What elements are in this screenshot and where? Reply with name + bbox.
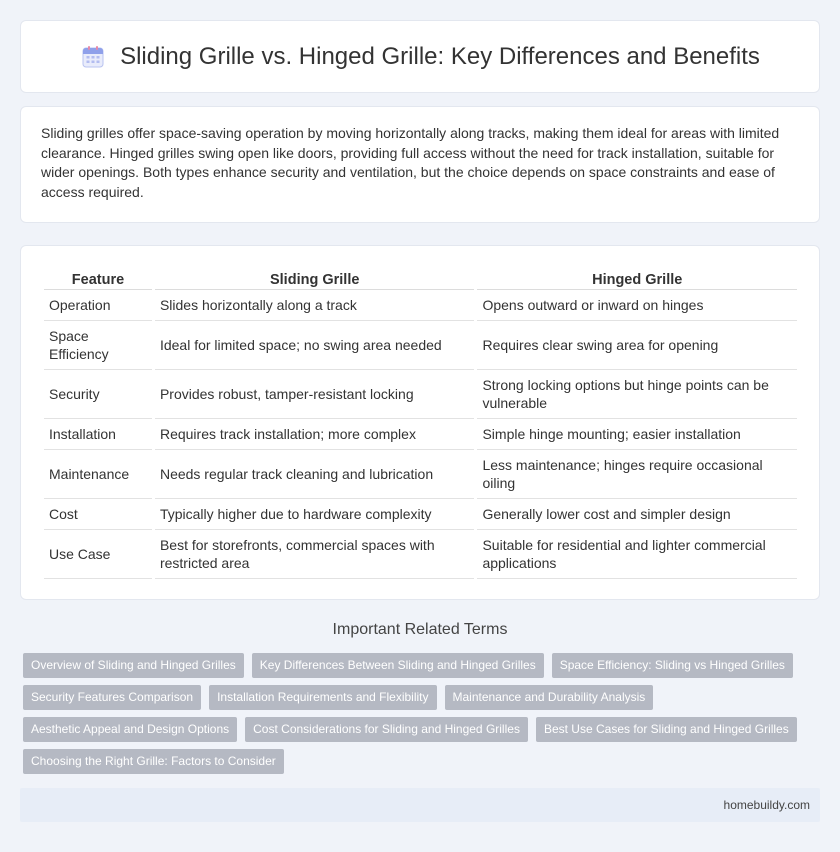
related-term-tag[interactable]: Key Differences Between Sliding and Hinged Grilles (252, 653, 544, 678)
row-hinged-value: Less maintenance; hinges require occasional oiling (477, 450, 797, 499)
related-terms-title: Important Related Terms (332, 621, 508, 638)
footer-site-link[interactable]: homebuildy.com (723, 798, 810, 812)
table-row (44, 419, 797, 450)
table-row (44, 370, 797, 419)
header-sliding-grille: Sliding Grille (155, 264, 475, 290)
table-row (44, 290, 797, 321)
comparison-table-card (20, 245, 820, 600)
table-row (44, 321, 797, 370)
row-feature: Maintenance (44, 450, 152, 499)
table-header-row (44, 264, 797, 290)
row-hinged-value: Suitable for residential and lighter commercial applications (477, 530, 797, 579)
row-sliding-value: Slides horizontally along a track (155, 290, 475, 321)
row-feature: Security (44, 370, 152, 419)
row-hinged-value: Strong locking options but hinge points can be vulnerable (477, 370, 797, 419)
row-sliding-value: Provides robust, tamper-resistant locking (155, 370, 475, 419)
table-row (44, 530, 797, 579)
row-sliding-value: Requires track installation; more complex (155, 419, 475, 450)
intro-card (20, 106, 820, 223)
row-feature: Operation (44, 290, 152, 321)
comparison-table (41, 264, 800, 579)
row-hinged-value: Requires clear swing area for opening (477, 321, 797, 370)
related-term-tag[interactable]: Cost Considerations for Sliding and Hinged Grilles (245, 717, 528, 742)
table-row (44, 450, 797, 499)
related-term-tag[interactable]: Aesthetic Appeal and Design Options (23, 717, 237, 742)
row-feature: Space Efficiency (44, 321, 152, 370)
header-card (20, 20, 820, 93)
row-sliding-value: Ideal for limited space; no swing area needed (155, 321, 475, 370)
related-term-tag[interactable]: Space Efficiency: Sliding vs Hinged Grilles (552, 653, 793, 678)
related-terms-list (23, 653, 823, 774)
calendar-icon (80, 44, 106, 70)
row-sliding-value: Typically higher due to hardware complexity (155, 499, 475, 530)
row-feature: Installation (44, 419, 152, 450)
related-term-tag[interactable]: Choosing the Right Grille: Factors to Consider (23, 749, 284, 774)
row-feature: Use Case (44, 530, 152, 579)
row-feature: Cost (44, 499, 152, 530)
row-hinged-value: Generally lower cost and simpler design (477, 499, 797, 530)
related-term-tag[interactable]: Security Features Comparison (23, 685, 201, 710)
related-term-tag[interactable]: Installation Requirements and Flexibility (209, 685, 436, 710)
row-sliding-value: Needs regular track cleaning and lubrication (155, 450, 475, 499)
page-title: Sliding Grille vs. Hinged Grille: Key Differences and Benefits (120, 42, 760, 70)
header-feature: Feature (44, 264, 152, 290)
related-term-tag[interactable]: Maintenance and Durability Analysis (445, 685, 654, 710)
related-term-tag[interactable]: Best Use Cases for Sliding and Hinged Grilles (536, 717, 797, 742)
row-hinged-value: Opens outward or inward on hinges (477, 290, 797, 321)
header-hinged-grille: Hinged Grille (477, 264, 797, 290)
row-hinged-value: Simple hinge mounting; easier installation (477, 419, 797, 450)
related-term-tag[interactable]: Overview of Sliding and Hinged Grilles (23, 653, 244, 678)
footer (20, 788, 820, 822)
row-sliding-value: Best for storefronts, commercial spaces with restricted area (155, 530, 475, 579)
table-row (44, 499, 797, 530)
intro-paragraph: Sliding grilles offer space-saving operation by moving horizontally along tracks, making them ideal for areas with limited clearance. Hinged grilles swing open like doors, providing full access without the need for track installation, suitable for wider openings. Both types enhance security and ventilation, but the choice depends on space constraints and ease of access required. (41, 125, 780, 200)
